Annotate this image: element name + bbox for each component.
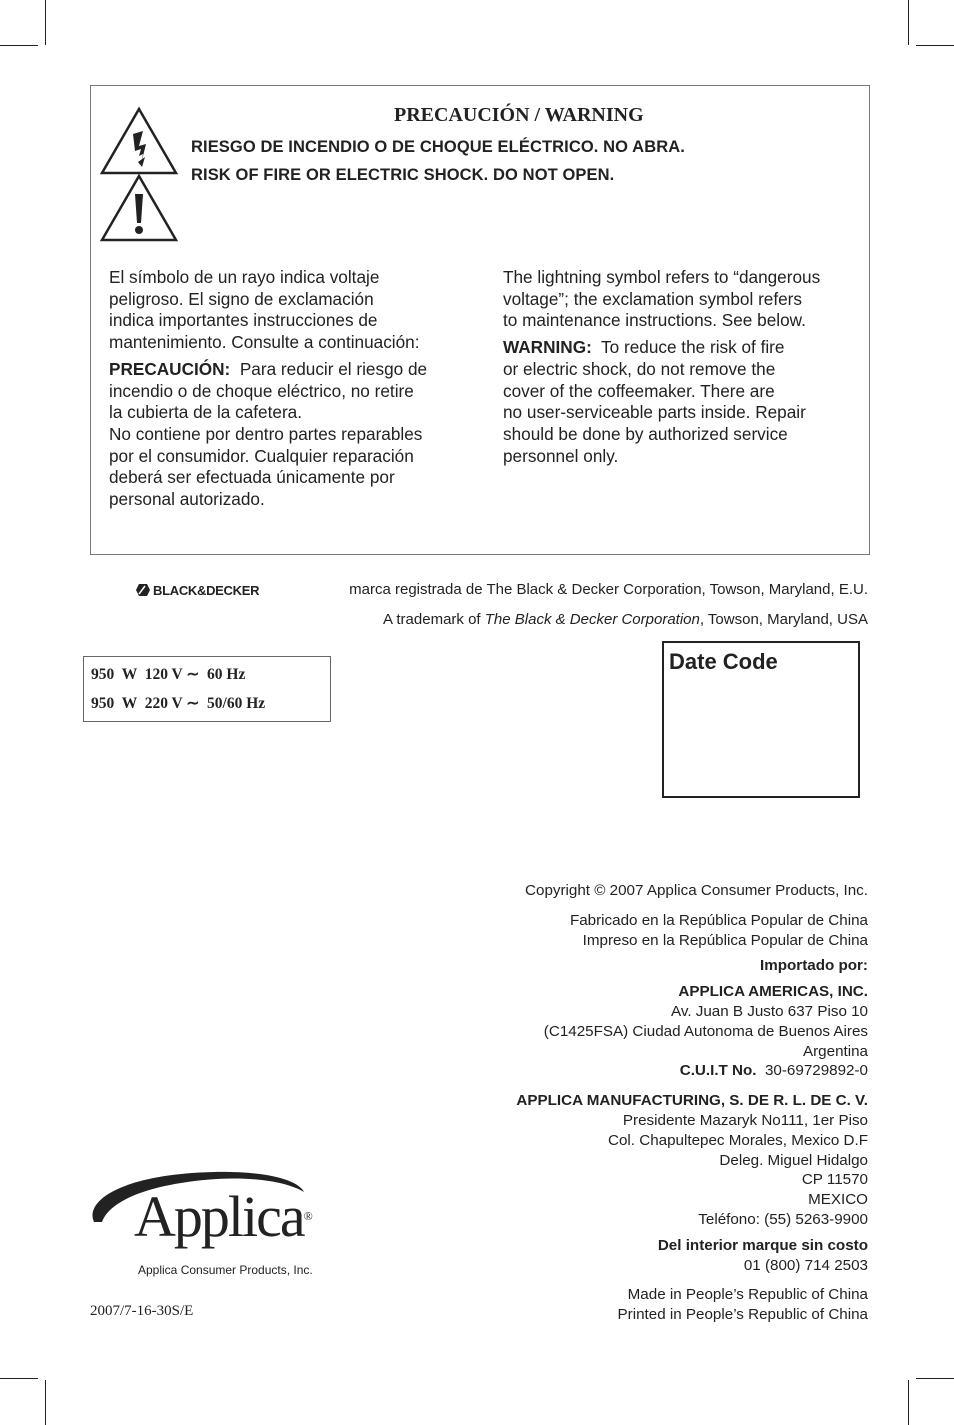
- brand-wordmark: BLACK&DECKER: [153, 582, 260, 598]
- crop-mark: [45, 1380, 46, 1425]
- address-line: Presidente Mazaryk No111, 1er Piso: [622, 1111, 868, 1129]
- manufacturer-info: [516, 881, 868, 1325]
- address-line: (C1425FSA) Ciudad Autonoma de Buenos Aires: [543, 1022, 868, 1040]
- toll-free-label: Del interior marque sin costo: [657, 1236, 868, 1254]
- text-line: no user-serviceable parts inside. Repair: [503, 402, 806, 423]
- applica-logo: [84, 1170, 344, 1280]
- text-line: incendio o de choque eléctrico, no retire: [109, 380, 414, 401]
- text-line: cover of the coffeemaker. There are: [503, 380, 775, 401]
- applica-wordmark: Applica: [134, 1184, 304, 1249]
- applica-manufacturing-name: APPLICA MANUFACTURING, S. DE R. L. DE C. V.: [516, 1092, 868, 1110]
- registered-mark: ®: [303, 1209, 313, 1223]
- warning-label: WARNING:: [503, 337, 592, 358]
- company-name: The Black & Decker Corporation: [484, 611, 700, 628]
- date-code-box: [662, 641, 860, 798]
- crop-mark: [916, 1378, 954, 1379]
- phone: Teléfono: (55) 5263-9900: [698, 1210, 868, 1228]
- address-line: CP 11570: [801, 1171, 868, 1189]
- text-line: por el consumidor. Cualquier reparación: [109, 445, 414, 466]
- text-line: personnel only.: [503, 445, 619, 466]
- cuit-line: C.U.I.T No. 30-69729892-0: [679, 1062, 868, 1080]
- text-line: deberá ser efectuada únicamente por: [109, 467, 395, 488]
- text-line: mantenimiento. Consulte a continuación:: [109, 332, 420, 353]
- print-code: 2007/7-16-30S/E: [90, 1303, 194, 1319]
- text-line: la cubierta de la cafetera.: [109, 402, 302, 423]
- address-line: Argentina: [802, 1042, 868, 1060]
- warning-line-english: RISK OF FIRE OR ELECTRIC SHOCK. DO NOT OPEN.: [191, 166, 615, 184]
- text-line: To reduce the risk of fire: [601, 337, 785, 358]
- text-line: The lightning symbol refers to “dangerous: [503, 267, 821, 287]
- exclamation-warning-icon: [99, 173, 179, 243]
- text-line: should be done by authorized service: [503, 423, 788, 444]
- rating-line: 950 W 220 V ∼ 50/60 Hz: [91, 695, 266, 712]
- spanish-column: [109, 267, 474, 511]
- crop-mark: [0, 45, 38, 46]
- made-in-english: Made in People’s Republic of China: [627, 1286, 868, 1304]
- copyright: Copyright © 2007 Applica Consumer Products, Inc.: [525, 882, 868, 899]
- text-line: to maintenance instructions. See below.: [503, 310, 806, 331]
- printed-in-english: Printed in People’s Republic of China: [617, 1306, 868, 1324]
- lightning-warning-icon: [99, 106, 179, 176]
- crop-mark: [916, 45, 954, 46]
- printed-in-spanish: Impreso en la República Popular de China: [582, 931, 868, 949]
- crop-mark: [908, 1380, 909, 1425]
- text-line: personal autorizado.: [109, 489, 265, 510]
- date-code-label: Date Code: [669, 649, 778, 674]
- english-column: [503, 267, 865, 467]
- text-line: peligroso. El signo de exclamación: [109, 288, 374, 309]
- crop-mark: [0, 1378, 38, 1379]
- text-line: or electric shock, do not remove the: [503, 358, 776, 379]
- text-line: Para reducir el riesgo de: [239, 358, 428, 379]
- crop-mark: [908, 0, 909, 45]
- black-and-decker-logo: [135, 582, 259, 598]
- warning-line-spanish: RIESGO DE INCENDIO O DE CHOQUE ELÉCTRICO. NO ABRA.: [191, 138, 685, 156]
- address-line: Col. Chapultepec Morales, Mexico D.F: [608, 1131, 868, 1149]
- address-line: Deleg. Miguel Hidalgo: [719, 1151, 868, 1169]
- text-line: voltage”; the exclamation symbol refers: [503, 288, 803, 309]
- text-line: indica importantes instrucciones de: [109, 310, 378, 331]
- warning-title: PRECAUCIÓN / WARNING: [394, 104, 644, 126]
- applica-americas-name: APPLICA AMERICAS, INC.: [678, 983, 868, 1001]
- rating-line: 950 W 120 V ∼ 60 Hz: [91, 666, 246, 683]
- imported-by: Importado por:: [760, 957, 868, 975]
- applica-tagline: Applica Consumer Products, Inc.: [138, 1263, 313, 1277]
- electrical-ratings-box: [83, 656, 331, 722]
- warning-box: [90, 85, 870, 555]
- made-in-spanish: Fabricado en la República Popular de China: [569, 911, 868, 929]
- trademark-spanish: marca registrada de The Black & Decker Corporation, Towson, Maryland, E.U.: [349, 581, 868, 598]
- crop-mark: [45, 0, 46, 45]
- text-line: El símbolo de un rayo indica voltaje: [109, 267, 380, 287]
- toll-free-number: 01 (800) 714 2503: [743, 1256, 868, 1274]
- trademark-english: A trademark of The Black & Decker Corporation, Towson, Maryland, USA: [383, 611, 868, 628]
- address-line: Av. Juan B Justo 637 Piso 10: [671, 1002, 868, 1020]
- address-line: MEXICO: [808, 1191, 868, 1209]
- text-line: No contiene por dentro partes reparables: [109, 423, 423, 444]
- hexagon-logo-icon: [135, 583, 151, 597]
- caution-label: PRECAUCIÓN:: [109, 358, 231, 379]
